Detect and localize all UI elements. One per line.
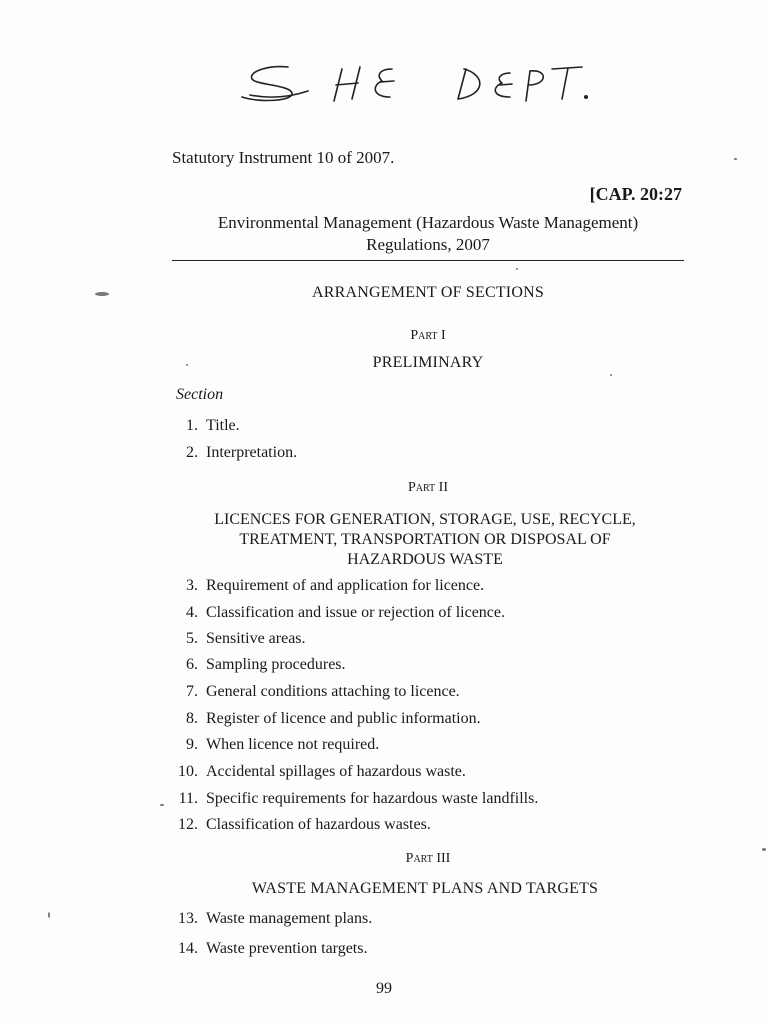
item-number: 4.: [186, 604, 198, 621]
list-item: [168, 683, 460, 701]
item-number: 8.: [186, 710, 198, 727]
item-number: 11.: [178, 790, 198, 807]
item-text: Requirement of and application for licence.: [206, 577, 485, 594]
scan-mark: [186, 364, 188, 366]
handwriting-signature: [230, 55, 590, 115]
scan-mark: [48, 912, 50, 918]
item-number: 10.: [178, 763, 198, 780]
part-1-label: Part I: [410, 328, 446, 343]
part-2-title-line-1: LICENCES FOR GENERATION, STORAGE, USE, RECYCLE,: [214, 511, 636, 528]
part-2-label: Part II: [407, 480, 448, 495]
item-number: 13.: [178, 910, 198, 927]
item-text: Waste management plans.: [206, 910, 373, 927]
list-item: [168, 577, 484, 595]
list-item: [168, 910, 372, 928]
scan-mark: [95, 292, 109, 296]
scan-mark: [610, 374, 612, 376]
item-number: 2.: [186, 444, 198, 461]
list-item: [168, 630, 306, 648]
item-text: Specific requirements for hazardous waste landfills.: [206, 790, 539, 807]
list-item: [168, 763, 466, 781]
item-number: 5.: [186, 630, 198, 647]
regulation-title-line-2: Regulations, 2007: [366, 235, 490, 254]
part-3-label: Part III: [405, 851, 451, 866]
title-divider: [172, 260, 684, 261]
list-item: [168, 790, 538, 808]
part-3-title: WASTE MANAGEMENT PLANS AND TARGETS: [251, 880, 599, 897]
item-number: 14.: [178, 940, 198, 957]
page-number: 99: [376, 980, 392, 997]
part-2-title-line-3: HAZARDOUS WASTE: [347, 551, 503, 568]
item-number: 1.: [186, 417, 198, 434]
scan-mark: [160, 804, 164, 806]
item-text: Waste prevention targets.: [206, 940, 368, 957]
item-text: Accidental spillages of hazardous waste.: [206, 763, 466, 780]
scan-mark: [516, 268, 518, 270]
list-item: [168, 710, 481, 728]
regulation-title: [172, 212, 684, 256]
section-label: Section: [176, 386, 224, 403]
item-number: 6.: [186, 656, 198, 673]
item-text: Register of licence and public information.: [206, 710, 481, 727]
part-2-title-line-2: TREATMENT, TRANSPORTATION OR DISPOSAL OF: [239, 531, 611, 548]
regulation-title-line-1: Environmental Management (Hazardous Waste Management): [217, 213, 639, 232]
list-item: [168, 604, 505, 622]
item-text: Classification and issue or rejection of licence.: [206, 604, 506, 621]
item-text: Interpretation.: [206, 444, 298, 461]
item-text: When licence not required.: [206, 736, 380, 753]
item-text: Title.: [206, 417, 240, 434]
item-text: Sampling procedures.: [206, 656, 346, 673]
part-1-title: PRELIMINARY: [372, 354, 484, 371]
item-number: 7.: [186, 683, 198, 700]
item-number: 12.: [178, 816, 198, 833]
item-number: 9.: [186, 736, 198, 753]
scan-mark: [734, 158, 737, 160]
part-2-title: [160, 510, 690, 570]
arrangement-heading: ARRANGEMENT OF SECTIONS: [312, 284, 544, 301]
list-item: [168, 816, 431, 834]
scan-mark: [762, 848, 766, 851]
list-item: [168, 736, 379, 754]
list-item: [168, 940, 367, 958]
handwritten-note: [230, 55, 590, 115]
list-item: [168, 417, 240, 435]
item-text: Classification of hazardous wastes.: [206, 816, 431, 833]
item-number: 3.: [186, 577, 198, 594]
instrument-line: Statutory Instrument 10 of 2007.: [172, 148, 395, 167]
cap-reference: [CAP. 20:27: [589, 184, 682, 204]
list-item: [168, 656, 346, 674]
item-text: General conditions attaching to licence.: [206, 683, 460, 700]
item-text: Sensitive areas.: [206, 630, 306, 647]
list-item: [168, 444, 297, 462]
